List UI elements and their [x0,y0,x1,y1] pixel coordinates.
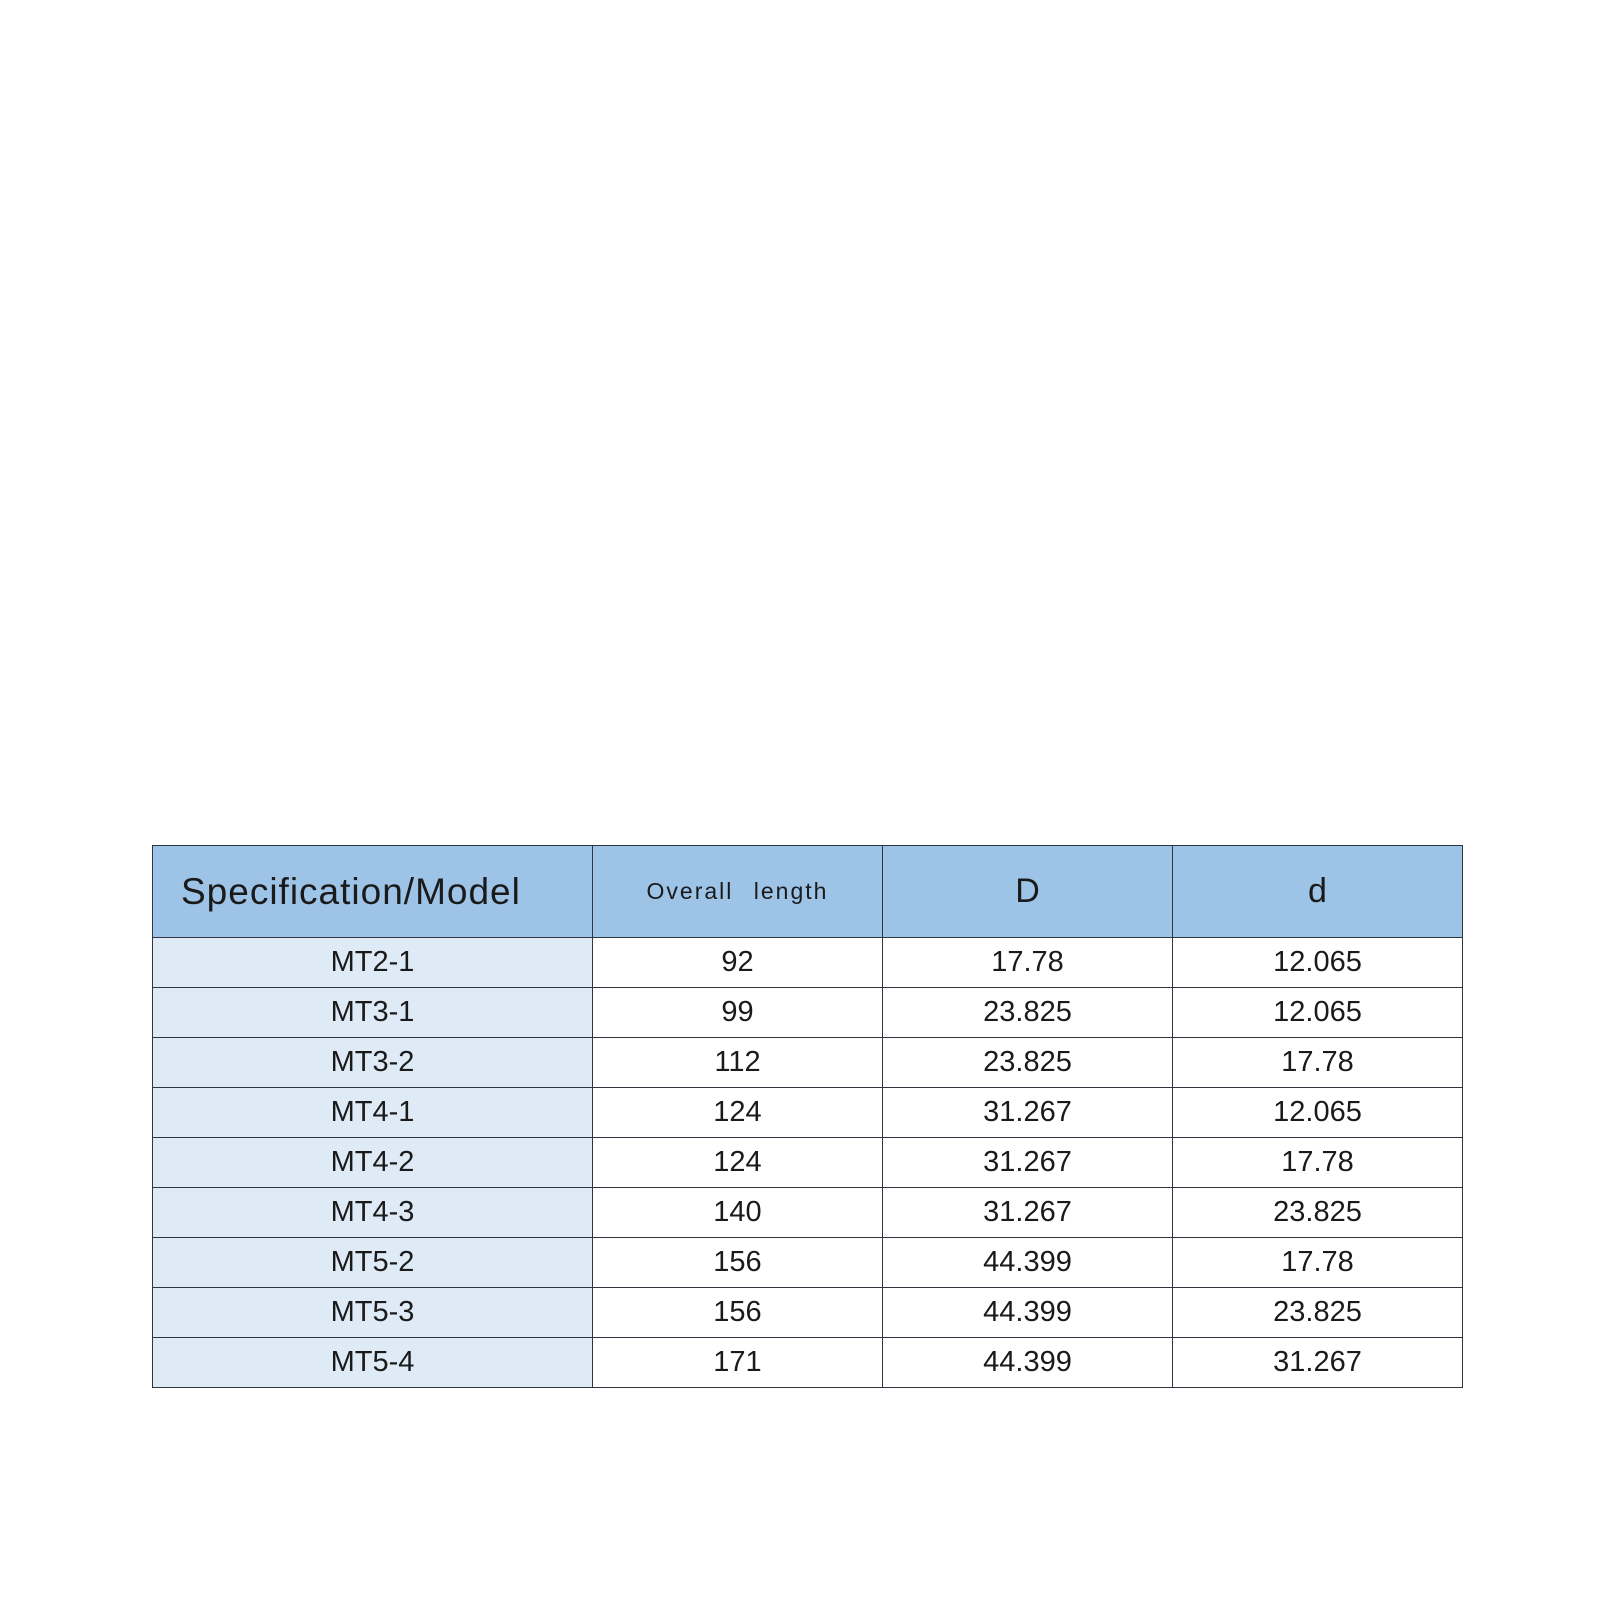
cell-d: 17.78 [1173,1138,1463,1188]
table-row [153,1338,1463,1388]
cell-d: 12.065 [1173,988,1463,1038]
cell-D: 44.399 [883,1238,1173,1288]
table-row [153,988,1463,1038]
cell-length: 140 [593,1188,883,1238]
table-row [153,1188,1463,1238]
cell-model: MT2-1 [153,938,593,988]
cell-D: 44.399 [883,1288,1173,1338]
cell-length: 124 [593,1088,883,1138]
cell-d: 12.065 [1173,1088,1463,1138]
cell-d: 23.825 [1173,1288,1463,1338]
cell-length: 156 [593,1238,883,1288]
table-row [153,1138,1463,1188]
table-row [153,938,1463,988]
cell-model: MT3-1 [153,988,593,1038]
cell-d: 17.78 [1173,1038,1463,1088]
cell-d: 12.065 [1173,938,1463,988]
cell-model: MT5-3 [153,1288,593,1338]
cell-D: 44.399 [883,1338,1173,1388]
cell-length: 92 [593,938,883,988]
cell-model: MT5-4 [153,1338,593,1388]
cell-model: MT4-1 [153,1088,593,1138]
cell-D: 17.78 [883,938,1173,988]
header-D: D [883,846,1173,938]
cell-length: 156 [593,1288,883,1338]
spec-table [152,845,1463,1388]
cell-model: MT3-2 [153,1038,593,1088]
cell-model: MT4-3 [153,1188,593,1238]
cell-d: 31.267 [1173,1338,1463,1388]
table-row [153,1088,1463,1138]
cell-length: 171 [593,1338,883,1388]
cell-d: 23.825 [1173,1188,1463,1238]
cell-D: 31.267 [883,1088,1173,1138]
table-header [153,846,1463,938]
table-row [153,1238,1463,1288]
cell-D: 31.267 [883,1138,1173,1188]
header-overall-length: Overall length [593,846,883,938]
cell-D: 23.825 [883,1038,1173,1088]
header-d: d [1173,846,1463,938]
cell-length: 99 [593,988,883,1038]
cell-d: 17.78 [1173,1238,1463,1288]
cell-length: 112 [593,1038,883,1088]
table-body [153,938,1463,1388]
table-row [153,1038,1463,1088]
cell-D: 23.825 [883,988,1173,1038]
cell-model: MT4-2 [153,1138,593,1188]
cell-model: MT5-2 [153,1238,593,1288]
table-row [153,1288,1463,1338]
cell-length: 124 [593,1138,883,1188]
cell-D: 31.267 [883,1188,1173,1238]
header-row [153,846,1463,938]
header-model: Specification/Model [153,846,593,938]
